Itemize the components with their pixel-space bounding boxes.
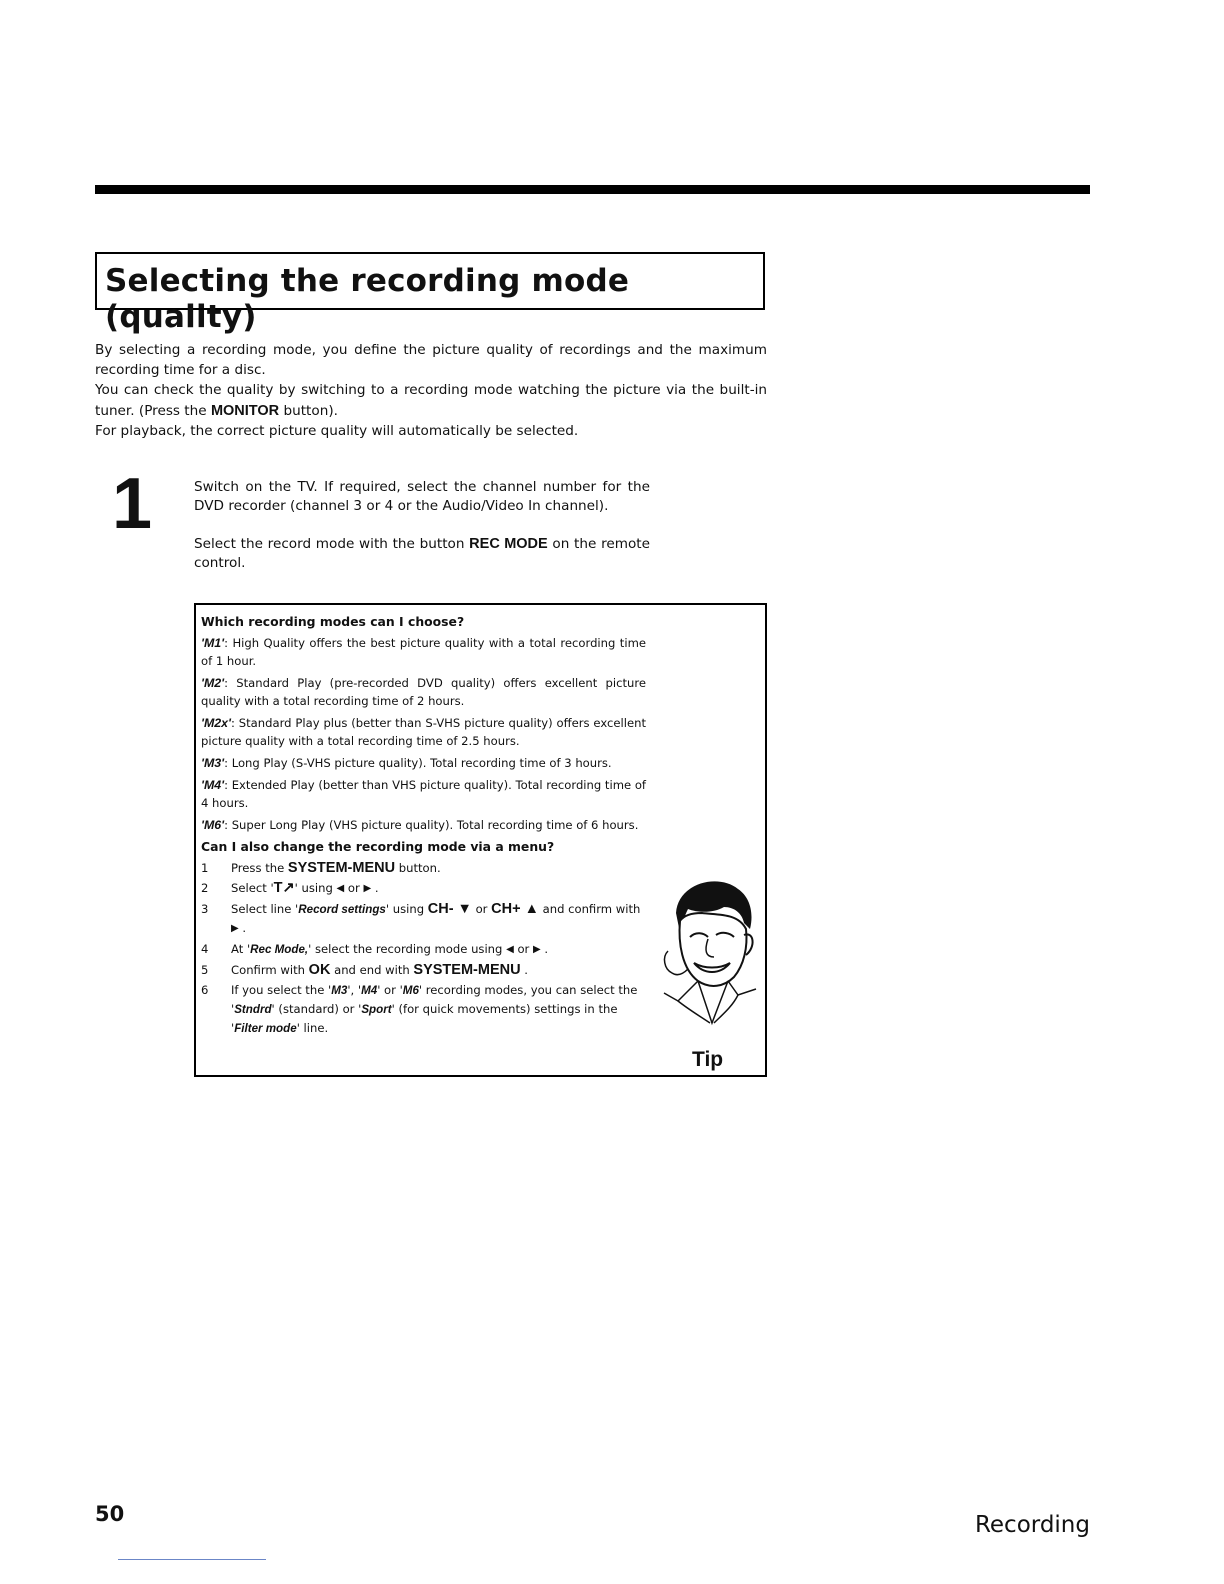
mode-desc: : Extended Play (better than VHS picture quality). Total recording time of 4 hours. <box>201 778 646 810</box>
tip-box <box>194 603 767 1077</box>
text-run: ' or ' <box>377 983 403 997</box>
step-number: 1 <box>112 464 153 544</box>
step-index: 3 <box>201 902 209 916</box>
menu-step-4 <box>201 940 646 959</box>
menu-step-3 <box>201 900 646 938</box>
text-run: ' select the recording mode using <box>308 942 507 956</box>
text-run: ' using <box>385 902 428 916</box>
menu-step-2 <box>201 879 646 898</box>
right-arrow-icon: ▶ <box>533 944 541 955</box>
text-run: Confirm with <box>231 963 309 977</box>
step-text-run: on the remote control. <box>194 536 650 571</box>
menu-step-5 <box>201 961 646 979</box>
mode-m6-ref: M6 <box>402 984 419 997</box>
tip-question-menu: Can I also change the recording mode via a menu? <box>201 839 555 854</box>
rec-mode-item: Rec Mode, <box>250 943 309 956</box>
step-text-1: Switch on the TV. If required, select the channel number for the DVD recorder (channel 3 or 4 or the Audio/Video In channel). <box>194 479 650 514</box>
tip-character-icon <box>658 873 762 1043</box>
mode-m4 <box>201 776 646 812</box>
tip-label: Tip <box>692 1048 724 1071</box>
intro-paragraph-2 <box>95 380 767 420</box>
left-arrow-icon: ◀ <box>336 883 345 894</box>
mode-code: 'M2' <box>201 676 225 690</box>
left-arrow-icon: ◀ <box>506 944 514 955</box>
mode-desc: : Standard Play (pre-recorded DVD quality) offers excellent picture quality with a total recording time of 2 hours. <box>201 676 646 708</box>
step-index: 4 <box>201 942 209 956</box>
text-run: Select line ' <box>231 902 299 916</box>
system-menu-key: SYSTEM-MENU <box>413 962 521 978</box>
right-arrow-icon: ▶ <box>231 923 239 934</box>
text-run: and end with <box>330 963 414 977</box>
mode-m4-ref: M4 <box>361 984 378 997</box>
text-run: or <box>471 902 492 916</box>
mode-desc: : Standard Play plus (better than S-VHS picture quality) offers excellent picture quality with a total recording time of 2.5 hours. <box>201 716 646 748</box>
text-run: . <box>520 963 528 977</box>
ok-key: OK <box>308 962 331 978</box>
text-run: ' recording modes, you can select the ' <box>231 983 638 1016</box>
step-index: 1 <box>201 861 209 875</box>
mode-m3 <box>201 754 646 772</box>
mode-m1 <box>201 634 646 670</box>
intro-paragraph-1: By selecting a recording mode, you define the picture quality of recordings and the maximum recording time for a disc. <box>95 342 767 379</box>
text-run: Select ' <box>231 881 274 895</box>
mode-m6 <box>201 816 646 834</box>
text-run: . <box>238 921 247 935</box>
text-run: or <box>513 942 534 956</box>
section-name: Recording <box>974 1512 1090 1538</box>
record-settings-item: Record settings <box>298 903 386 916</box>
menu-step-1 <box>201 859 646 877</box>
mode-m2 <box>201 674 646 710</box>
mode-code: 'M1' <box>201 636 225 650</box>
right-arrow-icon: ▶ <box>363 883 372 894</box>
rec-mode-key: REC MODE <box>469 536 548 552</box>
system-menu-key: SYSTEM-MENU <box>287 860 396 876</box>
text-run: ' (standard) or ' <box>271 1002 362 1016</box>
sport-setting: Sport <box>361 1003 392 1016</box>
page-number: 50 <box>95 1502 125 1526</box>
step-index: 6 <box>201 983 209 997</box>
text-run: At ' <box>231 942 251 956</box>
intro-text-run: button). <box>279 402 338 419</box>
filter-mode-item: Filter mode <box>234 1022 297 1035</box>
mode-code: 'M6' <box>201 818 225 832</box>
section-title-box <box>95 252 765 335</box>
text-run: ', ' <box>347 983 362 997</box>
text-run: ' using <box>294 881 337 895</box>
bottom-divider <box>118 1559 266 1560</box>
mode-code: 'M4' <box>201 778 225 792</box>
text-run: or <box>344 881 364 895</box>
text-run: Press the <box>231 861 288 875</box>
step-text-2 <box>194 535 650 573</box>
mode-desc: : Super Long Play (VHS picture quality). Total recording time of 6 hours. <box>224 818 639 832</box>
top-rule <box>95 185 1090 194</box>
mode-m2x <box>201 714 646 750</box>
step-index: 5 <box>201 963 209 977</box>
mode-desc: : High Quality offers the best picture quality with a total recording time of 1 hour. <box>201 636 646 668</box>
mode-code: 'M3' <box>201 756 225 770</box>
step-instructions <box>194 478 650 592</box>
text-run: and confirm with <box>538 902 641 916</box>
menu-steps <box>201 859 646 1038</box>
text-run: . <box>540 942 549 956</box>
stndrd-setting: Stndrd <box>234 1003 272 1016</box>
text-run: If you select the ' <box>231 983 332 997</box>
mode-m3-ref: M3 <box>331 984 348 997</box>
intro-paragraph-3: For playback, the correct picture quality will automatically be selected. <box>95 422 579 439</box>
text-run: ' line. <box>296 1021 329 1035</box>
ch-up-key: CH+ ▲ <box>491 901 539 917</box>
intro-text <box>95 340 767 441</box>
step-text-run: Select the record mode with the button <box>194 536 470 552</box>
mode-desc: : Long Play (S-VHS picture quality). Total recording time of 3 hours. <box>224 756 612 770</box>
tip-question-modes: Which recording modes can I choose? <box>201 614 465 629</box>
text-run: ' (for quick movements) settings in the ' <box>231 1002 618 1035</box>
monitor-key: MONITOR <box>210 402 280 419</box>
page-title: Selecting the recording mode (quality) <box>105 263 630 335</box>
text-run: . <box>371 881 379 895</box>
mode-code: 'M2x' <box>201 716 231 730</box>
step-index: 2 <box>201 881 209 895</box>
tip-content <box>201 613 646 1040</box>
text-run: button. <box>395 861 441 875</box>
menu-step-6 <box>201 981 646 1038</box>
tuner-settings-icon: T↗ <box>273 880 295 896</box>
intro-text-run: You can check the quality by switching to a recording mode watching the picture via the built-in tuner. (Press the <box>95 382 767 419</box>
ch-down-key: CH- ▼ <box>427 901 472 917</box>
